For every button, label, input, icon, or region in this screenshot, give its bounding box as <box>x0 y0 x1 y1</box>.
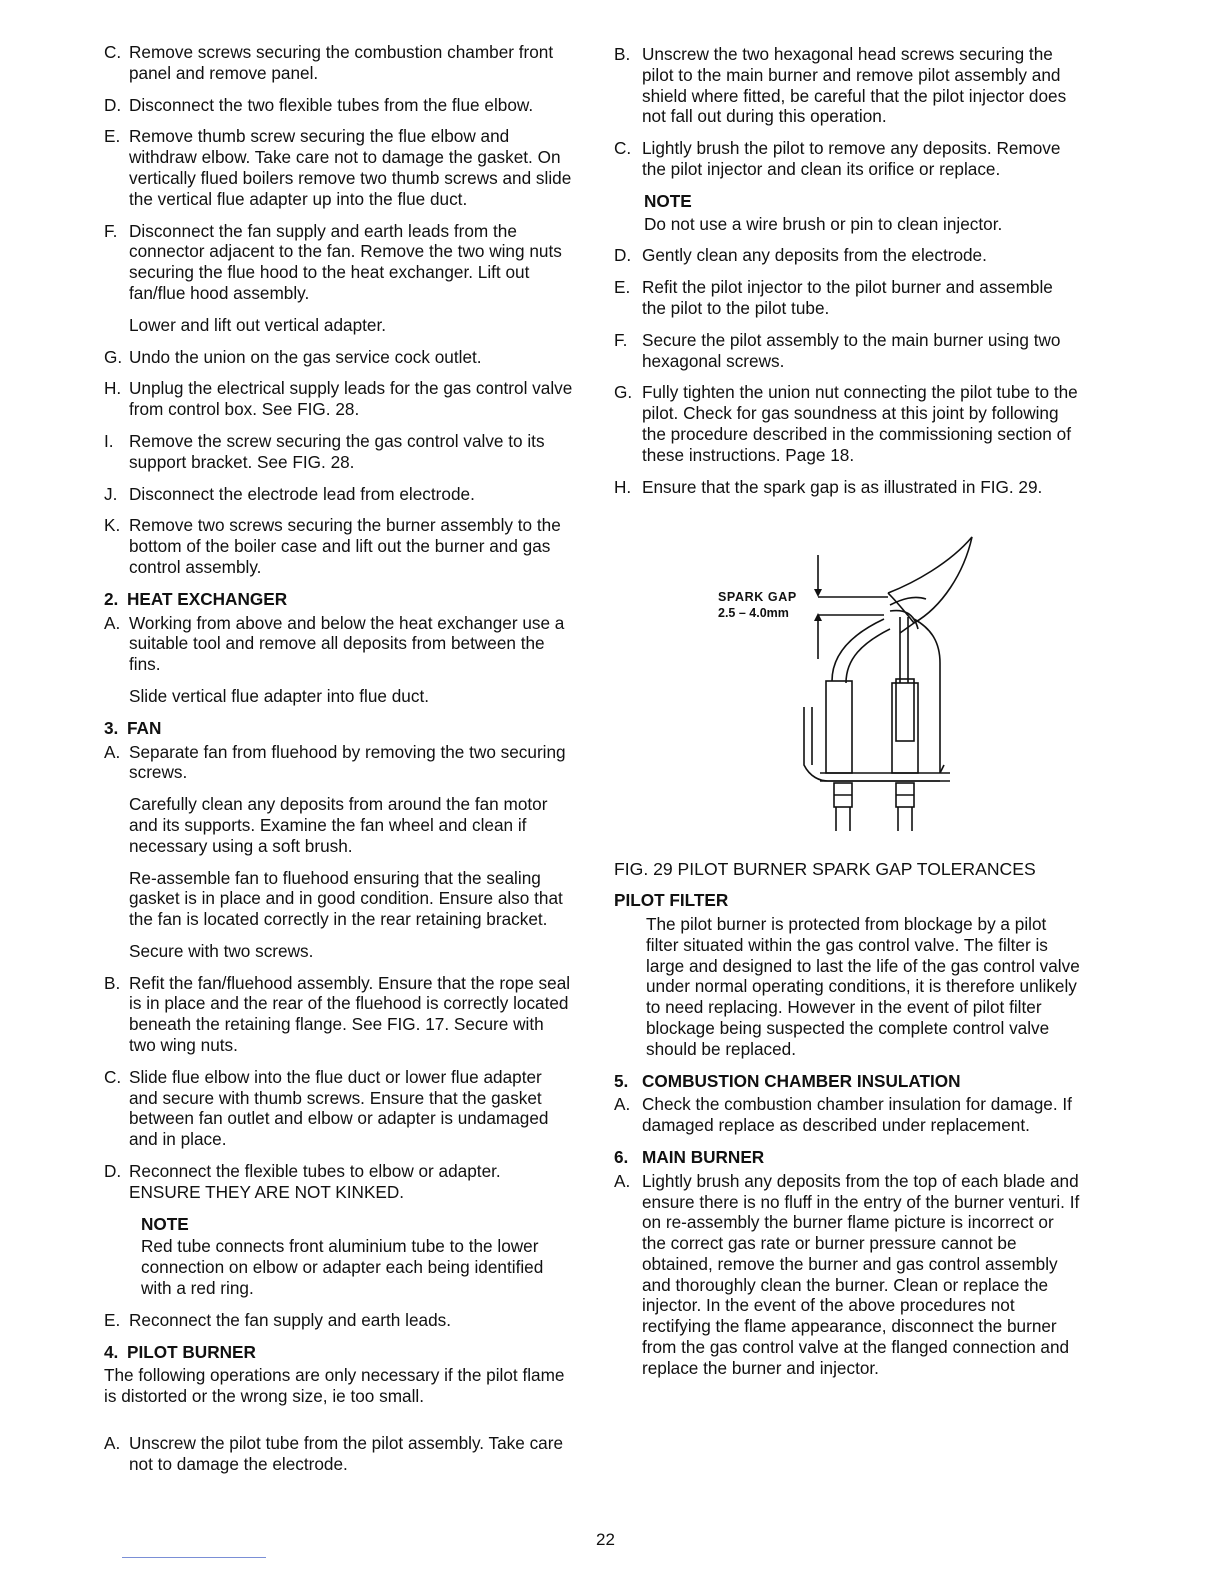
step-letter: C. <box>104 1066 122 1087</box>
section-number: 6. <box>614 1146 629 1167</box>
step-letter: B. <box>614 44 631 64</box>
note-text: Do not use a wire brush or pin to clean injector. <box>644 213 1003 234</box>
section-title: MAIN BURNER <box>642 1146 765 1167</box>
step-text: Disconnect the fan supply and earth leads from the connector adjacent to the fan. Remove the two wing nuts securing the flue hood to the heat exchanger. Lift out fan/flue hood assembly. <box>129 220 562 303</box>
step-f <box>104 221 574 304</box>
heat-exchanger-step-a <box>104 613 574 675</box>
step-letter: D. <box>104 1161 122 1182</box>
step-letter: A. <box>104 1433 121 1454</box>
step-text: Unplug the electrical supply leads for the gas control valve from control box. See FIG. 28. <box>129 378 573 420</box>
fan-step-e <box>104 1310 574 1331</box>
step-text: Secure the pilot assembly to the main burner using two hexagonal screws. <box>642 329 1061 371</box>
section-title: HEAT EXCHANGER <box>127 588 288 609</box>
step-letter: J. <box>104 483 118 504</box>
step-letter: A. <box>614 1170 631 1191</box>
step-letter: E. <box>614 277 631 298</box>
section-number: 3. <box>104 717 119 738</box>
step-text: Remove the screw securing the gas control valve to its support bracket. See FIG. 28. <box>129 430 545 472</box>
step-letter: G. <box>104 346 123 367</box>
step-d <box>104 95 574 116</box>
step-text: Gently clean any deposits from the electrode. <box>642 245 987 266</box>
step-text: Working from above and below the heat exchanger use a suitable tool and remove all deposits from between the fins. <box>129 612 565 675</box>
step-text: Disconnect the electrode lead from electrode. <box>129 483 475 504</box>
heat-exchanger-para: Slide vertical flue adapter into flue duct. <box>129 685 430 706</box>
fan-para-2: Re-assemble fan to fluehood ensuring that the sealing gasket is in place and in good condition. Ensure also that the fan is located correctly in the rear retaining bracket. <box>129 867 563 930</box>
step-letter: H. <box>104 378 122 399</box>
step-letter: E. <box>104 126 121 147</box>
step-letter: D. <box>614 245 632 266</box>
section-number: 5. <box>614 1070 629 1091</box>
page-number: 22 <box>596 1530 615 1549</box>
step-letter: A. <box>104 612 121 633</box>
pilot-step-c <box>614 138 1080 180</box>
note-text: Red tube connects front aluminium tube to the lower connection on elbow or adapter each being identified with a red ring. <box>141 1236 544 1299</box>
pilot-burner-diagram <box>614 533 1080 851</box>
pilot-filter-heading: PILOT FILTER <box>614 890 729 911</box>
step-text: Check the combustion chamber insulation for damage. If damaged replace as described under replacement. <box>642 1094 1072 1136</box>
step-letter: F. <box>614 329 628 350</box>
right-column <box>614 44 1080 1390</box>
pilot-filter-text: The pilot burner is protected from blockage by a pilot filter situated within the gas control valve. The filter is large and designed to last the life of the gas control valve under normal operating conditions, it is therefore unlikely to need replacing. However in the event of pilot filter blockage being suspected the complete control valve should be replaced. <box>646 913 1080 1059</box>
pilot-step-g <box>614 382 1080 465</box>
section-heading-main-burner <box>614 1147 1080 1168</box>
fan-step-a <box>104 742 574 784</box>
left-column <box>104 42 574 1486</box>
pilot-tube <box>832 619 884 681</box>
step-letter: H. <box>614 476 632 497</box>
note-heading: NOTE <box>141 1213 189 1234</box>
step-letter: I. <box>104 430 114 451</box>
step-e <box>104 126 574 209</box>
fan-para-3: Secure with two screws. <box>129 940 314 961</box>
section-number: 2. <box>104 588 119 609</box>
spark-gap-label: SPARK GAP <box>718 590 797 605</box>
pilot-body-right <box>896 679 914 741</box>
fan-step-c <box>104 1067 574 1150</box>
pilot-step-e <box>614 277 1080 319</box>
pilot-step-a <box>104 1433 574 1475</box>
section-heading-heat-exchanger <box>104 589 574 610</box>
pilot-step-b <box>614 44 1080 127</box>
step-text: Fully tighten the union nut connecting the pilot tube to the pilot. Check for gas soundness at this joint by following the procedure described in the commissioning section of these instructions. Page 18. <box>642 382 1078 465</box>
step-text: Refit the fan/fluehood assembly. Ensure that the rope seal is in place and the rear of the fluehood is correctly located beneath the retaining flange. See FIG. 17. Secure with two wing nuts. <box>129 972 571 1056</box>
step-text: Unscrew the pilot tube from the pilot assembly. Take care not to damage the electrode. <box>129 1433 564 1474</box>
step-f-extra: Lower and lift out vertical adapter. <box>129 314 387 335</box>
step-j <box>104 484 574 505</box>
note-heading: NOTE <box>644 190 692 211</box>
step-text: Refit the pilot injector to the pilot burner and assemble the pilot to the pilot tube. <box>642 277 1053 318</box>
step-text: Remove screws securing the combustion chamber front panel and remove panel. <box>129 42 554 83</box>
section-title: PILOT BURNER <box>127 1341 256 1362</box>
step-text: Lightly brush any deposits from the top of each blade and ensure there is no fluff in the entry of the burner venturi. If on re-assembly the burner flame picture is incorrect or the correct gas rate or burner pressure cannot be obtained, remove the burner and gas control assembly and thoroughly clean the burner. Clean or replace the injector. In the event of the above procedures not rectifying the flame appearance, disconnect the burner from the gas control valve at the flanged connection and replace the burner and injector. <box>642 1170 1080 1378</box>
step-text: Slide flue elbow into the flue duct or lower flue adapter and secure with thumb screws. Ensure that the gasket between fan outlet and elbow or adapter is undamaged and in place. <box>129 1066 549 1150</box>
step-text: Reconnect the flexible tubes to elbow or adapter. ENSURE THEY ARE NOT KINKED. <box>129 1161 501 1202</box>
insulation-step-a <box>614 1094 1080 1136</box>
step-text: Unscrew the two hexagonal head screws securing the pilot to the main burner and remove pilot assembly and shield where fitted, be careful that the pilot injector does not fall out during this operation. <box>642 44 1067 127</box>
step-c <box>104 42 574 84</box>
pilot-step-f <box>614 330 1080 372</box>
step-text: Remove two screws securing the burner assembly to the bottom of the boiler case and lift out the burner and gas control assembly. <box>129 515 561 577</box>
step-letter: A. <box>614 1094 631 1115</box>
step-text: Reconnect the fan supply and earth leads. <box>129 1309 452 1330</box>
step-text: Disconnect the two flexible tubes from the flue elbow. <box>129 94 534 115</box>
main-burner-step-a <box>614 1171 1080 1379</box>
section-number: 4. <box>104 1341 119 1362</box>
step-g <box>104 347 574 368</box>
step-k <box>104 515 574 577</box>
step-h <box>104 378 574 420</box>
step-letter: A. <box>104 741 121 762</box>
section-heading-pilot-burner <box>104 1342 574 1363</box>
step-text: Remove thumb screw securing the flue elbow and withdraw elbow. Take care not to damage the gasket. On vertically flued boilers remove two thumb screws and slide the vertical flue adapter up into the flue duct. <box>129 126 572 209</box>
step-letter: C. <box>614 138 632 159</box>
step-letter: C. <box>104 42 122 62</box>
footer-rule <box>122 1557 266 1558</box>
fan-step-d <box>104 1161 574 1203</box>
section-heading-fan <box>104 718 574 739</box>
step-i <box>104 431 574 473</box>
step-letter: E. <box>104 1309 121 1330</box>
step-letter: F. <box>104 220 118 241</box>
figure-29-pilot-burner <box>614 533 1080 851</box>
step-letter: B. <box>104 972 121 993</box>
step-text: Lightly brush the pilot to remove any deposits. Remove the pilot injector and clean its orifice or replace. <box>642 138 1061 179</box>
step-text: Undo the union on the gas service cock outlet. <box>129 346 482 367</box>
section-heading-combustion-chamber <box>614 1071 1080 1092</box>
step-text: Ensure that the spark gap is as illustrated in FIG. 29. <box>642 476 1043 497</box>
step-letter: G. <box>614 382 633 403</box>
pilot-body-left <box>826 681 852 773</box>
pilot-burner-intro: The following operations are only necessary if the pilot flame is distorted or the wrong size, ie too small. <box>104 1365 565 1407</box>
fan-step-b <box>104 973 574 1056</box>
fan-para-1: Carefully clean any deposits from around the fan motor and its supports. Examine the fan wheel and clean if necessary using a soft brush. <box>129 794 548 856</box>
pilot-step-h <box>614 477 1080 498</box>
step-text: Separate fan from fluehood by removing the two securing screws. <box>129 741 566 783</box>
section-title: COMBUSTION CHAMBER INSULATION <box>642 1070 961 1091</box>
figure-caption: FIG. 29 PILOT BURNER SPARK GAP TOLERANCES <box>614 859 1036 880</box>
electrode <box>900 617 908 683</box>
section-title: FAN <box>127 717 162 738</box>
pilot-step-d <box>614 245 1080 266</box>
step-letter: K. <box>104 515 121 536</box>
step-letter: D. <box>104 94 122 115</box>
spark-gap-tolerance: 2.5 – 4.0mm <box>718 606 789 621</box>
